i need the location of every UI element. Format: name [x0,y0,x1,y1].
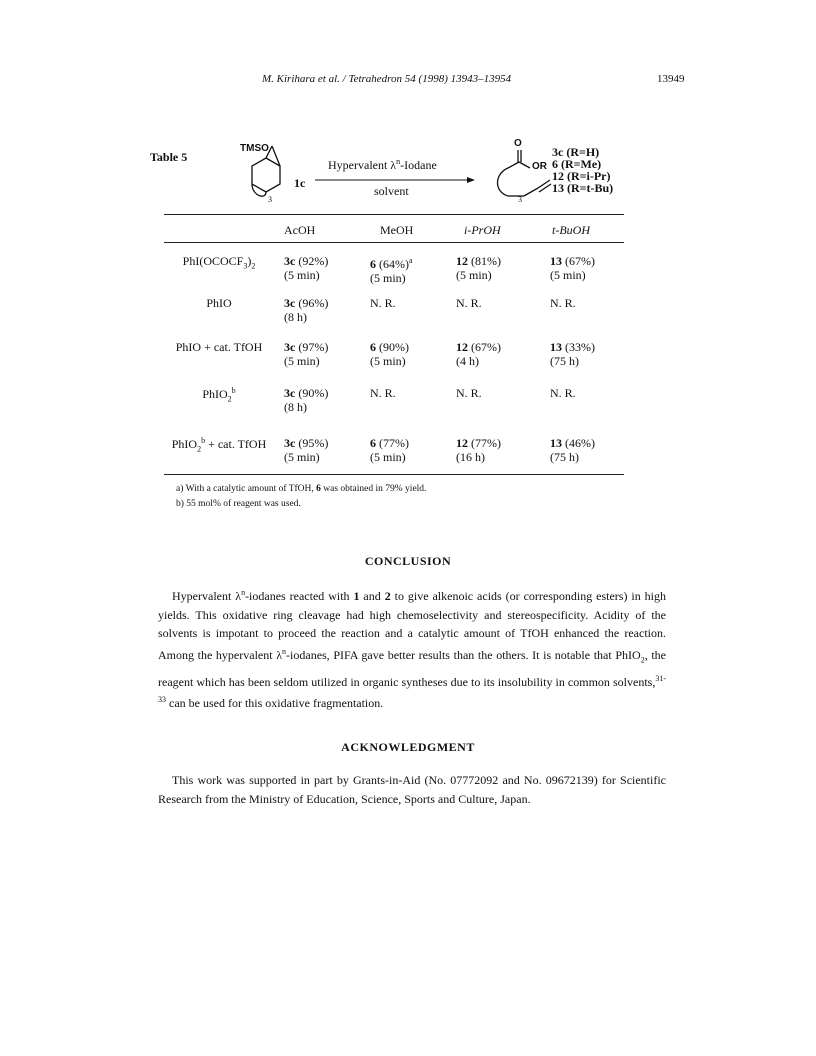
footnote-b: b) 55 mol% of reagent was used. [176,499,301,509]
row-label-3: PhIO$_2^b$ [202,386,236,404]
table-top-rule [164,214,624,215]
table-cell: 13 (67%) (5 min) [550,254,595,282]
solvent-label: solvent [374,184,409,198]
table-cell: N. R. [550,386,576,400]
page-number: 13949 [657,73,685,85]
table-cell: 12 (81%) (5 min) [456,254,501,282]
acknowledgment-heading: ACKNOWLEDGMENT [341,740,475,754]
table-cell: 3c (97%) (5 min) [284,340,329,368]
table-cell: N. R. [370,386,396,400]
tmso-label: TMSO [240,143,269,154]
col-header-meoh: MeOH [380,223,414,237]
table-cell: N. R. [550,296,576,310]
table-cell: 3c (95%) (5 min) [284,436,329,464]
table-cell: 13 (33%) (75 h) [550,340,595,368]
table-cell: 3c (96%) (8 h) [284,296,329,324]
table-cell: N. R. [456,296,482,310]
running-header-citation: M. Kirihara et al. / Tetrahedron 54 (1998) 13943–13954 [262,73,512,85]
product-6: 6 (R=Me) [552,157,602,171]
table-cell: N. R. [370,296,396,310]
acknowledgment-paragraph: This work was supported in part by Grants-in-Aid (No. 07772092 and No. 09672139) for Scientific Research from the Ministry of Education, Science, Sports and Culture, Japan. [158,773,666,806]
col-header-iproh: i-PrOH [464,223,501,237]
table-cell: 12 (77%) (16 h) [456,436,501,464]
table-label: Table 5 [150,150,188,164]
table-cell: 6 (77%) (5 min) [370,436,409,464]
product-13: 13 (R=t-Bu) [552,181,614,195]
conclusion-paragraph: Hypervalent $\lambda^n$-iodanes reacted with 1 and 2 to give alkenoic acids (or corresponding esters) in high yields. This oxidative ring cleavage had high chemoselectivity and stereospecificity. Acidity of the solvents is impotant to proceed the reaction and a catalytic amount of TfOH enhanced the reaction. Among the hypervalent $\lambda^n$-iodanes, PIFA gave better results than the others. It is notable that PhIO$_2$, the reagent which has been seldom utilized in organic syntheses due to its insolubility in common solvents,$^{31-33}$ can be used for this oxidative fragmentation. [158,588,666,711]
row-label-1: PhIO [206,296,232,310]
table-bottom-rule [164,474,624,475]
substrate-label: 1c [294,176,306,190]
product-12: 12 (R=i-Pr) [552,169,611,183]
carbonyl-oxygen: O [514,138,522,149]
footnote-a: a) With a catalytic amount of TfOH, 6 was obtained in 79% yield. [176,484,427,494]
row-label-0: $PhI(OCOCF_3)_2$ [182,254,256,271]
conclusion-heading: CONCLUSION [364,554,452,568]
ring-subscript-left: 3 [268,195,272,204]
table-cell: 3c (90%) (8 h) [284,386,329,414]
col-header-tbuoh: t-BuOH [552,223,590,237]
table-header-rule [164,242,624,243]
table-cell: 6 $(64\%)^a$ (5 min) [370,256,413,285]
substrate-structure [242,144,302,206]
table-cell: 6 (90%) (5 min) [370,340,409,368]
row-label-4: PhIO$_2^b$ + cat. TfOH [171,436,267,454]
product-3c: 3c (R=H) [552,145,600,159]
or-group-label: OR [532,161,547,172]
ring-subscript-right: 3 [518,195,522,204]
col-header-acoh: AcOH [284,223,316,237]
product-list [552,146,613,194]
row-label-2: PhIO + cat. TfOH [175,340,263,354]
table-cell: 13 (46%) (75 h) [550,436,595,464]
reaction-scheme [150,138,670,213]
table-cell: N. R. [456,386,482,400]
table-cell: 12 (67%) (4 h) [456,340,501,368]
table-cell: 3c (92%) (5 min) [284,254,329,282]
reagent-label: Hypervalent $\lambda^n$-Iodane [328,157,437,172]
reaction-arrow [315,176,475,184]
